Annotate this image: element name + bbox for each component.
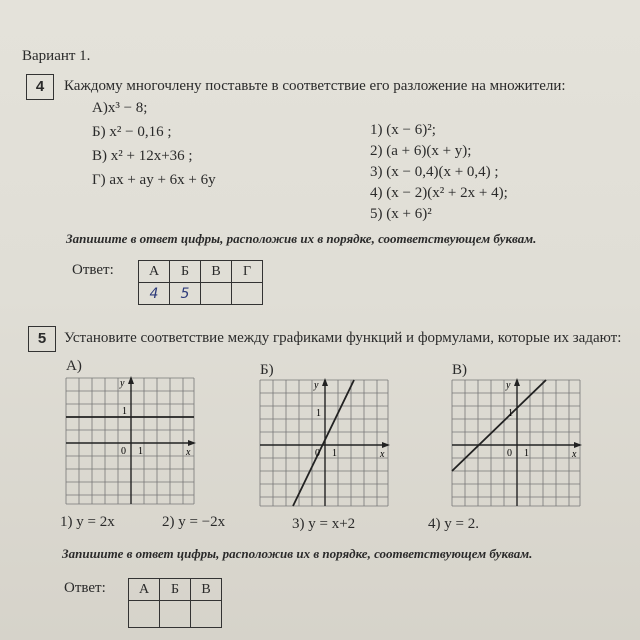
graph-label-b: Б) <box>260 362 274 378</box>
task4-answer-a[interactable]: 4 <box>139 283 170 305</box>
graph-b-line <box>293 380 354 506</box>
task5-answer-label: Ответ: <box>64 580 106 596</box>
graph-b-y-one: 1 <box>316 408 321 419</box>
graph-a-y-one: 1 <box>122 406 127 417</box>
task4-instruction: Запишите в ответ цифры, расположив их в порядке, соответствующем буквам. <box>66 231 537 246</box>
graph-label-a: А) <box>66 358 82 374</box>
task4-number-box: 4 <box>26 74 54 100</box>
factorization-3: 3) (x − 0,4)(x + 0,4) ; <box>370 164 499 180</box>
graph-c-y-label: y <box>506 380 511 391</box>
graph-b-origin: 0 <box>315 448 320 459</box>
polynomial-c: В) x² + 12x+36 ; <box>92 148 193 164</box>
graph-c-x-label: x <box>572 449 577 460</box>
task4-answer-value-row <box>139 283 263 305</box>
graph-a-y-label: y <box>120 378 125 389</box>
task4-answer-table <box>138 260 263 305</box>
task4-prompt: Каждому многочлену поставьте в соответствие его разложение на множители: <box>64 78 566 94</box>
task4-answer-d[interactable] <box>232 283 263 305</box>
task5-header-b: Б <box>160 579 191 601</box>
variant-title: Вариант 1. <box>22 48 91 64</box>
graph-c-line <box>452 380 546 471</box>
formula-3: 3) y = x+2 <box>292 516 356 532</box>
task5-header-a: А <box>129 579 160 601</box>
task4-answer-label: Ответ: <box>72 262 114 278</box>
task5-answer-header-row <box>129 579 222 601</box>
task4-header-a: А <box>139 261 170 283</box>
formula-4: 4) y = 2. <box>428 516 479 532</box>
graph-a-x-label: x <box>186 447 191 458</box>
graph-a-origin: 0 <box>121 446 126 457</box>
graph-a-x-one: 1 <box>138 446 143 457</box>
graph-c <box>448 376 584 510</box>
factorization-5: 5) (x + 6)² <box>370 206 432 222</box>
polynomial-a: А)x³ − 8; <box>92 100 148 116</box>
task5-answer-c[interactable] <box>191 601 222 628</box>
polynomial-b: Б) x² − 0,16 ; <box>92 124 172 140</box>
task4-answer-header-row <box>139 261 263 283</box>
polynomial-d: Г) ax + ay + 6x + 6y <box>92 172 216 188</box>
graph-c-origin: 0 <box>507 448 512 459</box>
graph-b-x-one: 1 <box>332 448 337 459</box>
task4-answer-c[interactable] <box>201 283 232 305</box>
graph-b-y-label: y <box>314 380 319 391</box>
task5-header-c: В <box>191 579 222 601</box>
task5-answer-value-row <box>129 601 222 628</box>
task5-instruction: Запишите в ответ цифры, расположив их в порядке, соответствующем буквам. <box>62 546 533 561</box>
formula-1: 1) y = 2x <box>60 514 115 530</box>
task5-answer-a[interactable] <box>129 601 160 628</box>
task4-header-b: Б <box>170 261 201 283</box>
graph-a <box>62 374 198 508</box>
task5-answer-b[interactable] <box>160 601 191 628</box>
graph-label-c: В) <box>452 362 467 378</box>
factorization-2: 2) (a + 6)(x + y); <box>370 143 472 159</box>
task4-header-c: В <box>201 261 232 283</box>
formula-2: 2) y = −2x <box>162 514 226 530</box>
graph-b-x-label: x <box>380 449 385 460</box>
task5-answer-table <box>128 578 222 628</box>
graph-b <box>256 376 392 510</box>
task4-header-d: Г <box>232 261 263 283</box>
task4-answer-b[interactable]: 5 <box>170 283 201 305</box>
graph-c-x-one: 1 <box>524 448 529 459</box>
graph-c-y-one: 1 <box>508 408 513 419</box>
factorization-1: 1) (x − 6)²; <box>370 122 436 138</box>
task5-prompt: Установите соответствие между графиками функций и формулами, которые их задают: <box>64 330 622 346</box>
factorization-4: 4) (x − 2)(x² + 2x + 4); <box>370 185 508 201</box>
task5-number-box: 5 <box>28 326 56 352</box>
